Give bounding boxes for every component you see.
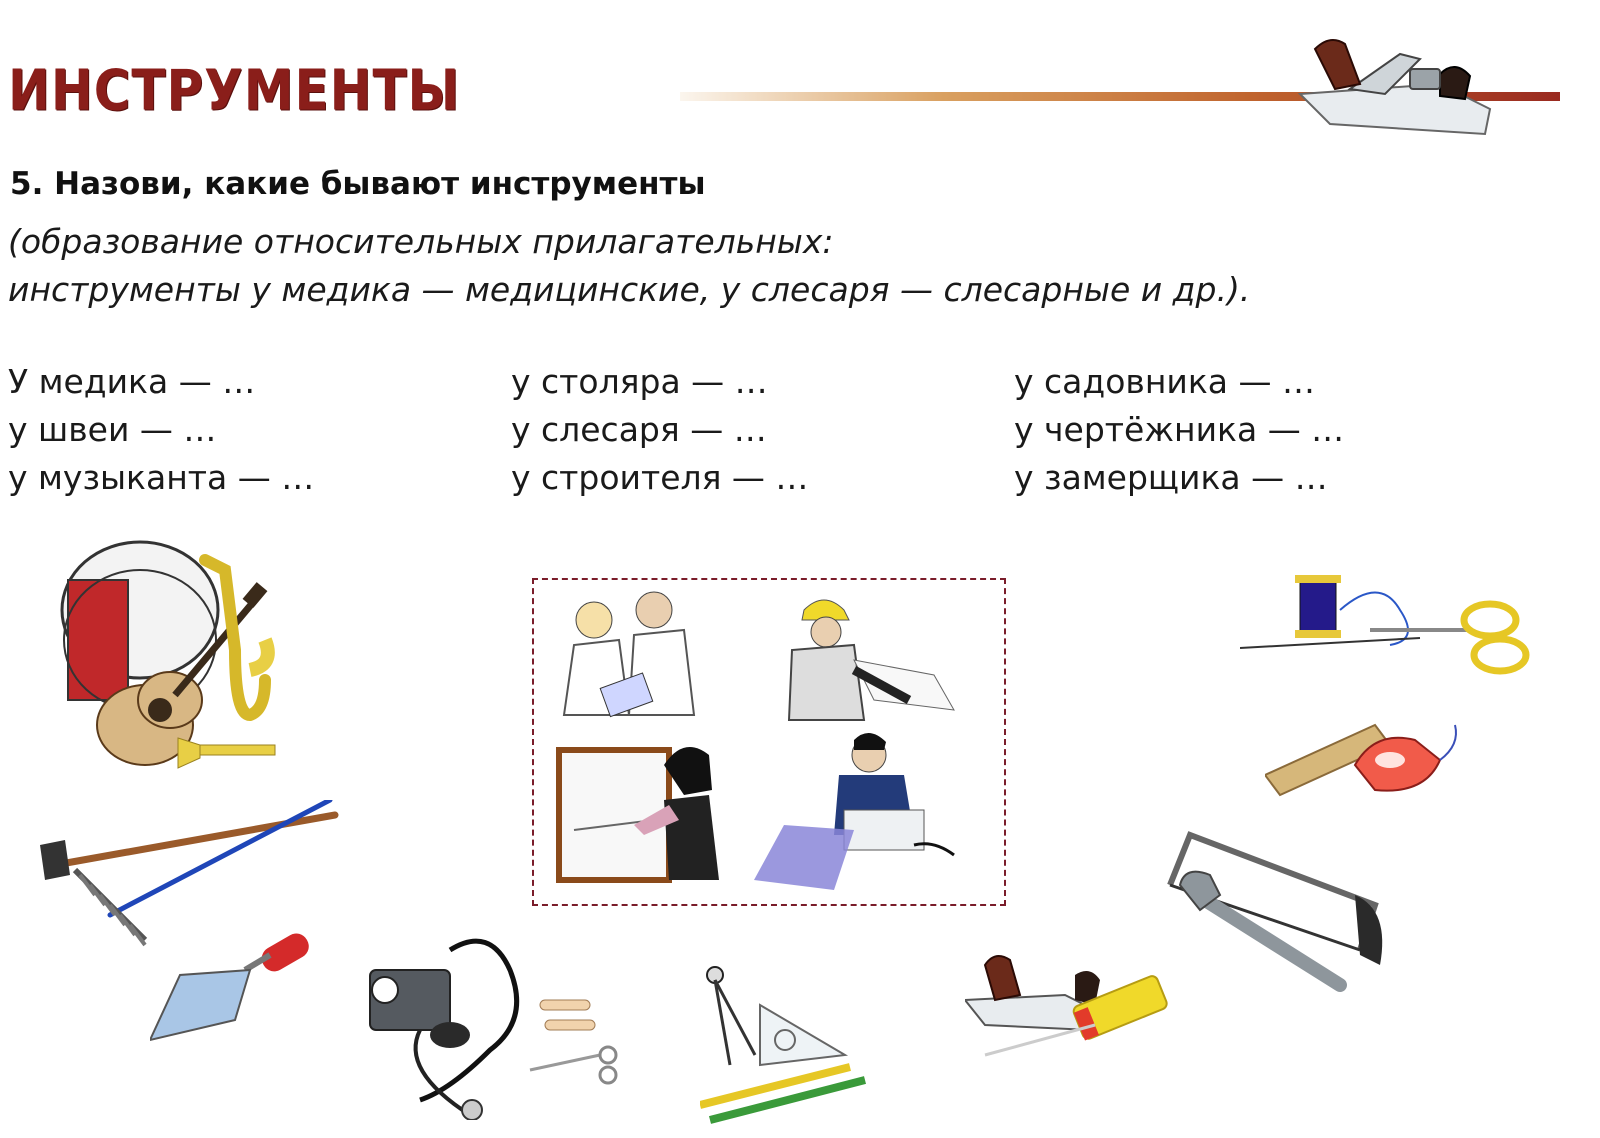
measuring-tools-illustration (1265, 715, 1475, 805)
drafting-tools-illustration (700, 955, 880, 1125)
prompt-column-2 (511, 358, 1014, 502)
task-note-line-1: (образование относительных прилагательных: (8, 222, 834, 261)
prompt-item: у строителя — … (511, 458, 809, 497)
prompt-item: у слесаря — … (511, 410, 767, 449)
carpenter-tools-illustration (965, 945, 1185, 1075)
saxophone-icon (205, 560, 268, 715)
medical-tools-illustration (360, 930, 640, 1120)
pencil-icon (700, 1067, 865, 1120)
plane-icon (1290, 14, 1530, 144)
spool-icon (1295, 575, 1341, 638)
prompt-item: у замерщика — … (1014, 458, 1328, 497)
prompt-item: У медика — … (8, 362, 256, 401)
seamstress-illustration (754, 733, 954, 890)
trowel-icon (150, 930, 330, 1050)
compass-icon (707, 967, 755, 1065)
wrench-icon (1180, 872, 1340, 985)
rake-icon (75, 800, 330, 945)
prompt-item: у чертёжника — … (1014, 410, 1345, 449)
professions-panel (532, 578, 1006, 906)
prompt-column-3 (1014, 358, 1508, 502)
task-note-line-2: инструменты у медика — медицинские, у слесаря — слесарные и др.). (8, 270, 1251, 309)
builder-illustration (789, 600, 954, 720)
tonometer-icon (370, 970, 470, 1048)
trumpet-icon (178, 738, 275, 768)
sewing-tools-illustration (1240, 570, 1540, 685)
section-title: ИНСТРУМЕНТЫ (8, 58, 461, 123)
hoe-icon (40, 815, 335, 880)
prompt-item: у музыканта — … (8, 458, 315, 497)
task-note (8, 218, 1428, 314)
prompt-item: у столяра — … (511, 362, 768, 401)
prompt-list (8, 358, 1508, 502)
locksmith-tools-illustration (1155, 825, 1405, 1015)
set-square-icon (760, 1005, 845, 1065)
prompt-item: у швеи — … (8, 410, 217, 449)
scissors-icon (1370, 604, 1526, 671)
musical-instruments-illustration (50, 540, 290, 790)
draftsman-illustration (559, 747, 719, 880)
doctors-illustration (564, 592, 694, 717)
task-heading: 5. Назови, какие бывают инструменты (10, 166, 706, 202)
prompt-column-1 (8, 358, 511, 502)
scissors-icon (530, 1047, 616, 1083)
prompt-item: у садовника — … (1014, 362, 1315, 401)
